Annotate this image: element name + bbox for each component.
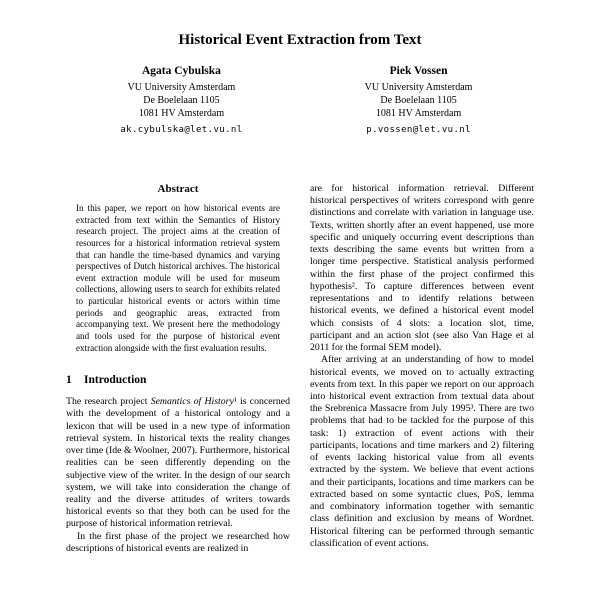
author-affiliation-line: 1081 HV Amsterdam bbox=[375, 108, 462, 119]
right-column bbox=[310, 183, 534, 555]
author-block-left bbox=[72, 65, 291, 135]
two-column-body bbox=[66, 183, 534, 555]
author-name: Agata Cybulska bbox=[141, 65, 221, 77]
author-name: Piek Vossen bbox=[389, 65, 448, 77]
intro-paragraph-1-text: The research project bbox=[66, 396, 151, 408]
author-affiliation-line: VU University Amsterdam bbox=[127, 82, 236, 93]
section-title: Introduction bbox=[84, 374, 147, 387]
right-column-paragraph-2: After arriving at an understanding of how to model historical events, we moved on to actually extracting events from text. In this paper we report on our approach into historical event extraction from textual data about the Srebrenica Massacre from July 1995³. There are two problems that had to be tackled for the purpose of this task: 1) extraction of event actions with their participants, locations and time markers and 2) filtering of events lacking historical value from all events extracted by the system. We believe that event actions and their participants, locations and time markers can be extracted based on some syntactic clues, PoS, lemma and combinatory information together with semantic class definition and exclusion by means of Wordnet. Historical filtering can be performed through semantic classification of event actions. bbox=[310, 354, 534, 549]
author-affiliation-line: De Boelelaan 1105 bbox=[143, 95, 220, 106]
section-number: 1 bbox=[66, 374, 72, 387]
left-column bbox=[66, 183, 290, 555]
right-column-paragraph-1: are for historical information retrieval. Different historical perspectives of writers correspond with genre distinctions and correlate with variation in language use. Texts, written shortly after an event happened, use more specific and uniquely occurring event descriptions than texts describing the same events but written from a longer time perspective. Statistical analysis performed within the first phase of the project confirmed this hypothesis². To capture differences between event representations and to identify relations between historical events, we defined a historical event model which consists of 4 slots: a location slot, time, participant and an action slot (see also Van Hage et al 2011 for the formal SEM model). bbox=[310, 183, 534, 354]
intro-paragraph-1 bbox=[66, 396, 290, 531]
paper-title: Historical Event Extraction from Text bbox=[178, 32, 422, 48]
abstract-section bbox=[66, 183, 290, 354]
abstract-heading: Abstract bbox=[157, 183, 199, 195]
author-block-right bbox=[309, 65, 528, 135]
author-section bbox=[72, 65, 528, 135]
author-email: p.vossen@let.vu.nl bbox=[366, 125, 471, 135]
author-email: ak.cybulska@let.vu.nl bbox=[120, 125, 243, 135]
project-name-italic: Semantics of History bbox=[150, 396, 234, 408]
section-heading-introduction bbox=[66, 374, 290, 386]
author-affiliation-line: VU University Amsterdam bbox=[364, 82, 473, 93]
author-affiliation-line: De Boelelaan 1105 bbox=[380, 95, 457, 106]
intro-paragraph-1-text: ¹ is concerned with the development of a historical ontology and a lexicon that will be used in a new type of information retrieval system. In historical texts the reality changes over time (Ide & Woolner, 2007). Furthermore, historical realities can be seen differently depending on the subjective view of the writer. In the design of our search system, we will take into consideration the change of reality and the diverse attitudes of writers towards historical events so that they both can be used for the purpose of historical information retrieval. bbox=[66, 396, 290, 530]
author-affiliation-line: 1081 HV Amsterdam bbox=[138, 108, 225, 119]
abstract-text: In this paper, we report on how historical events are extracted from text within the Semantics of History research project. The project aims at the creation of resources for a historical information retrieval system that can handle the time-based dynamics and varying perspectives of Dutch historical archives. The historical event extraction module will be used for museum collections, allowing users to search for exhibits related to particular historical events or actors within time periods and geographic areas, extracted from accompanying text. We present here the methodology and tools used for the purpose of historical event extraction alongside with the first evaluation results. bbox=[76, 203, 280, 353]
intro-paragraph-2: In the first phase of the project we researched how descriptions of historical events are realized in bbox=[66, 530, 290, 554]
